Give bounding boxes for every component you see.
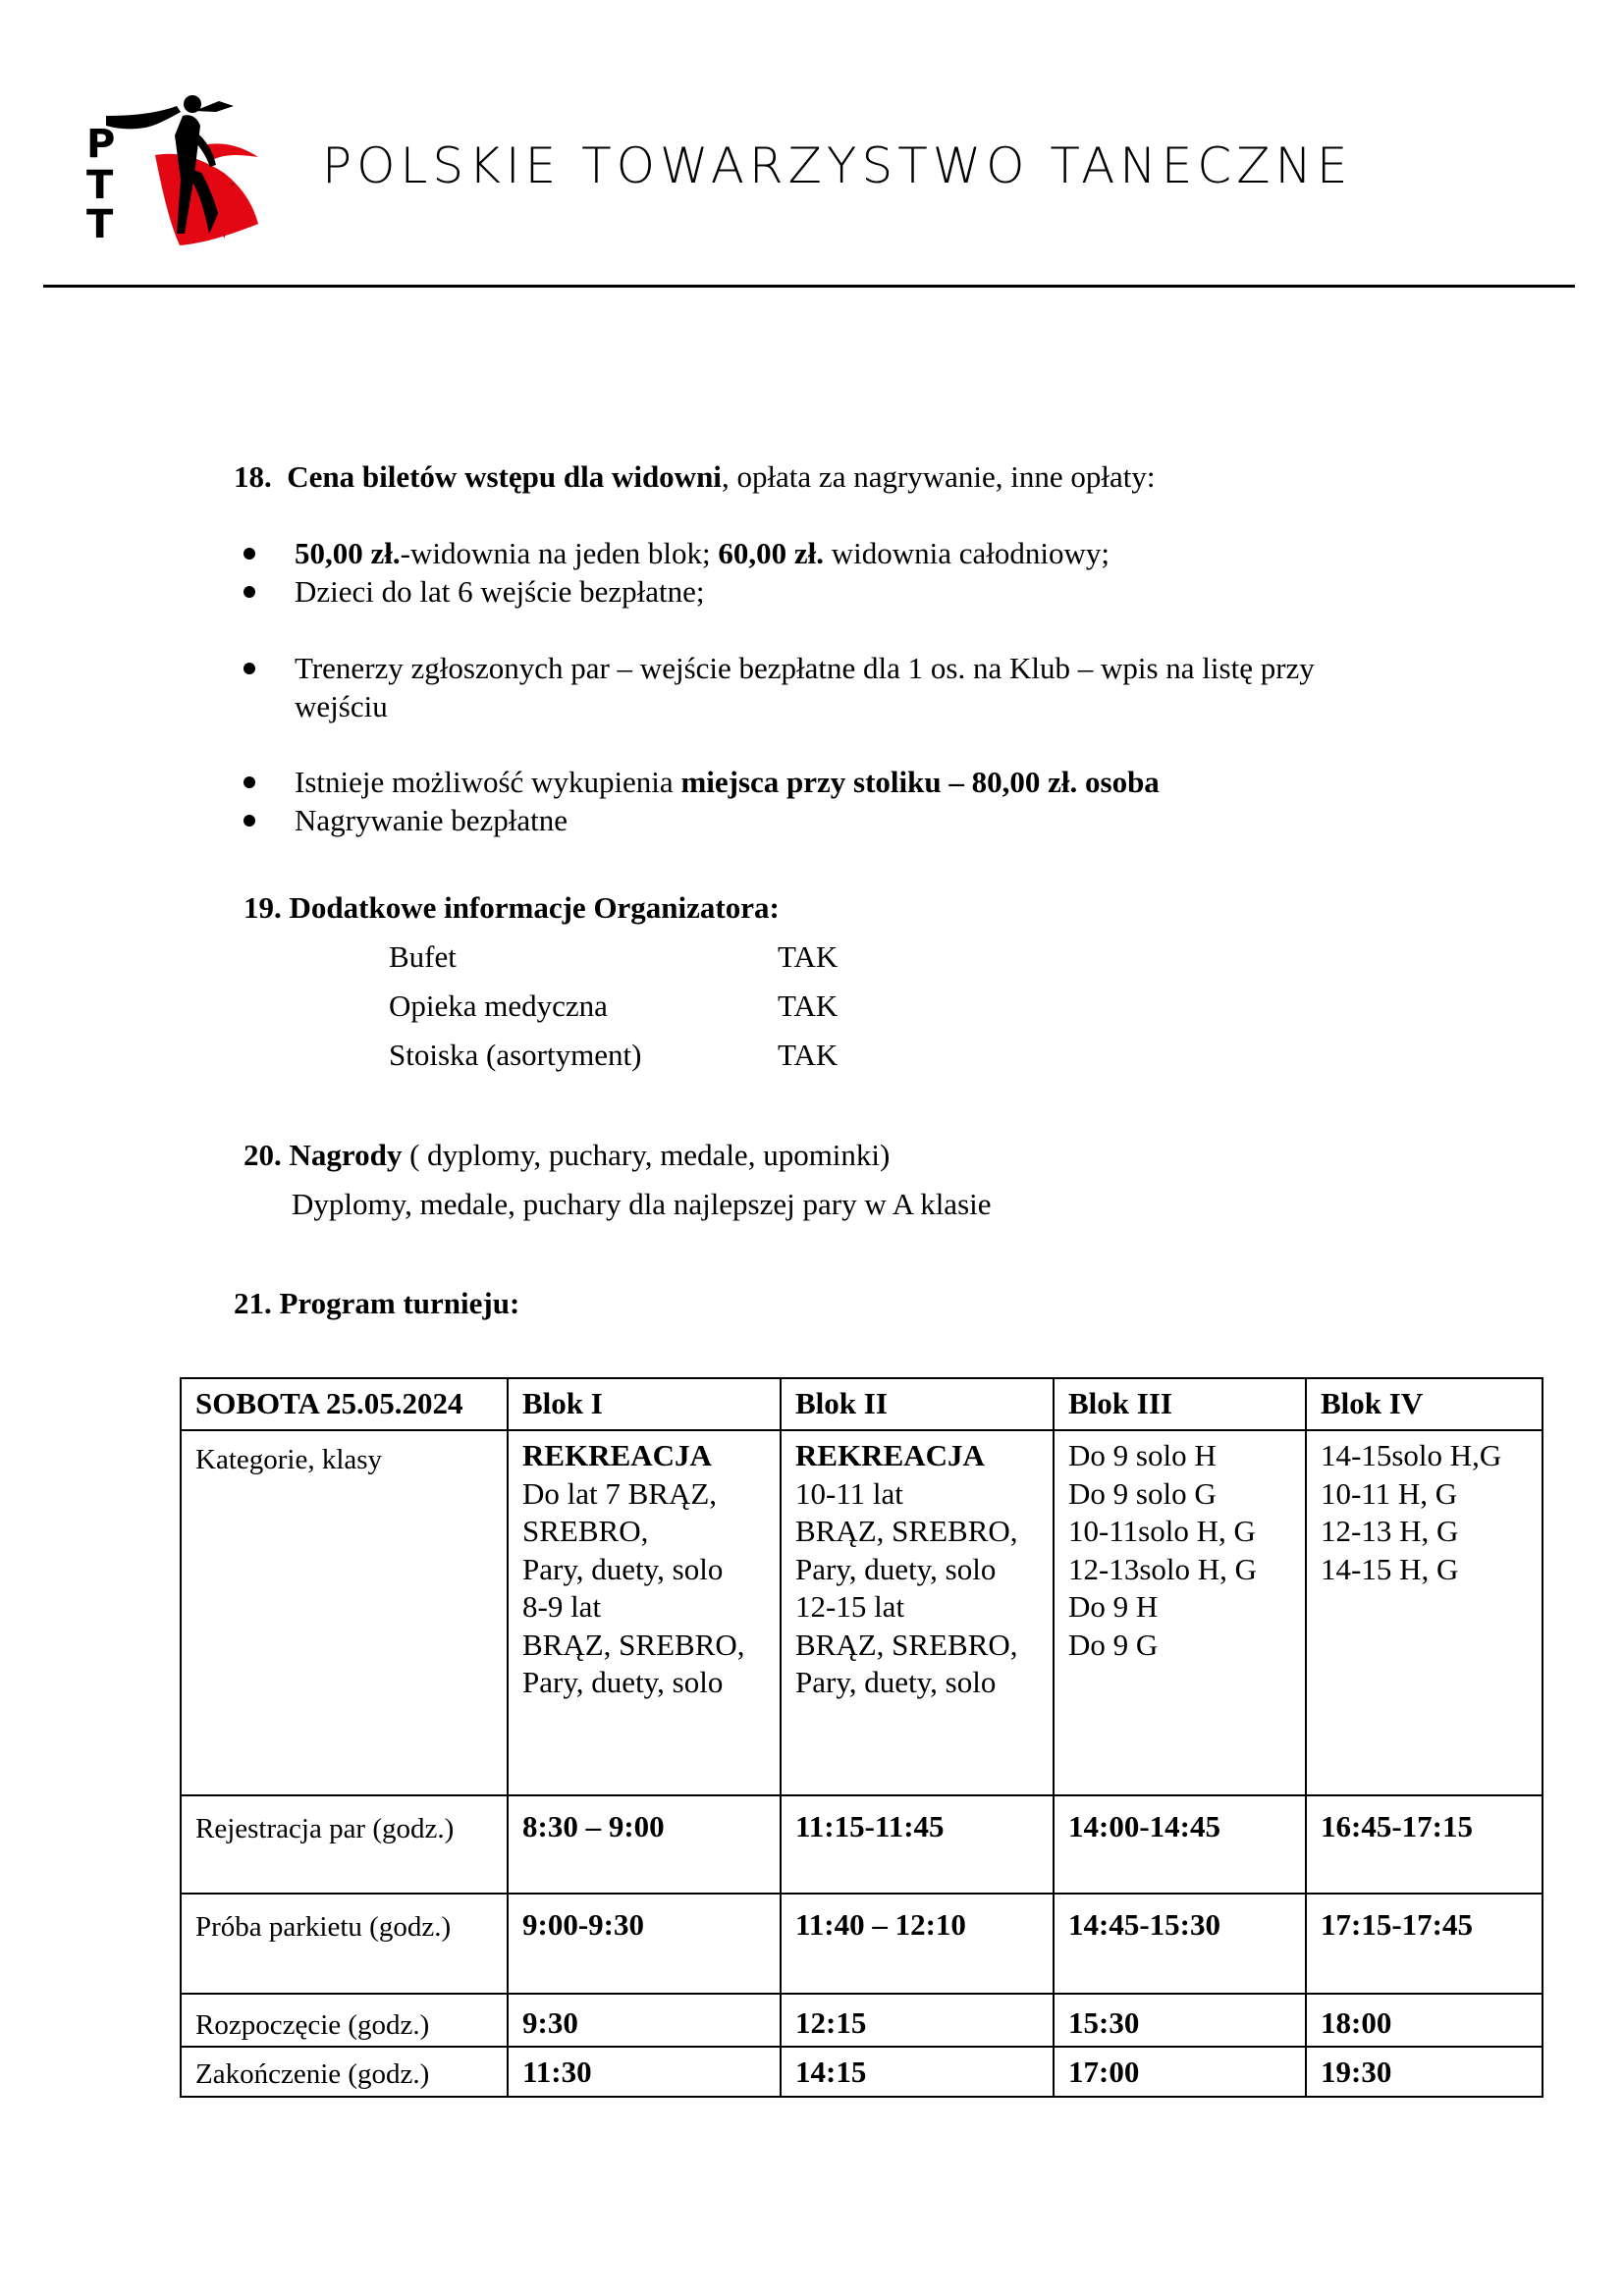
registration-blok-2: 11:15-11:45: [781, 1795, 1054, 1894]
dancer-logo-graphic: [86, 86, 273, 253]
price-day-text: widownia całodniowy;: [823, 536, 1110, 570]
category-line: Pary, duety, solo: [522, 1551, 724, 1586]
category-line: Do 9 G: [1068, 1627, 1159, 1662]
end-blok-3: 17:00: [1054, 2047, 1306, 2097]
section-18-heading: [234, 457, 1156, 497]
category-line: SREBRO,: [522, 1514, 649, 1548]
registration-blok-3: 14:00-14:45: [1054, 1795, 1306, 1894]
header-date: SOBOTA 25.05.2024: [181, 1378, 508, 1430]
table-seat-price: miejsca przy stoliku – 80,00 zł. osoba: [680, 765, 1160, 799]
section-18-number: 18.: [234, 459, 272, 494]
category-line: Do 9 solo G: [1068, 1475, 1217, 1511]
categories-blok-3: [1054, 1430, 1306, 1795]
category-line: Do lat 7 BRĄZ,: [522, 1475, 718, 1511]
category-line: Pary, duety, solo: [795, 1551, 997, 1586]
section-18-heading-bold: Cena biletów wstępu dla widowni: [287, 459, 722, 494]
start-blok-3: 15:30: [1054, 1994, 1306, 2047]
category-line: BRĄZ, SREBRO,: [522, 1627, 745, 1662]
table-row-floor-trial: [181, 1894, 1543, 1994]
floor-trial-blok-2: 11:40 – 12:10: [781, 1894, 1054, 1994]
row-label-floor-trial: Próba parkietu (godz.): [181, 1894, 508, 1994]
category-line: BRĄZ, SREBRO,: [795, 1627, 1018, 1662]
start-blok-1: 9:30: [508, 1994, 781, 2047]
section-20-heading: [244, 1136, 890, 1175]
header-blok-4: Blok IV: [1306, 1378, 1543, 1430]
category-line: 10-11solo H, G: [1068, 1514, 1256, 1548]
floor-trial-blok-4: 17:15-17:45: [1306, 1894, 1543, 1994]
ptt-logo: [86, 86, 273, 253]
categories-blok-1: [508, 1430, 781, 1795]
category-line: Do 9 H: [1068, 1589, 1159, 1624]
price-block-text: -widownia na jeden blok;: [400, 536, 719, 570]
category-line: REKREACJA: [522, 1438, 712, 1472]
info-label-stands: Stoiska (asortyment): [389, 1038, 642, 1072]
floor-trial-blok-3: 14:45-15:30: [1054, 1894, 1306, 1994]
table-row-end: [181, 2047, 1543, 2097]
category-line: 10-11 lat: [795, 1475, 903, 1511]
table-row-categories: [181, 1430, 1543, 1795]
categories-blok-2: [781, 1430, 1054, 1795]
price-day: 60,00 zł.: [718, 536, 824, 570]
header-blok-2: Blok II: [781, 1378, 1054, 1430]
bullet-dot: [244, 663, 255, 674]
row-label-categories: Kategorie, klasy: [181, 1430, 508, 1795]
category-line: BRĄZ, SREBRO,: [795, 1514, 1018, 1548]
info-label-medical: Opieka medyczna: [389, 988, 608, 1023]
table-row-registration: [181, 1795, 1543, 1894]
category-line: 12-13 H, G: [1321, 1514, 1459, 1548]
logo-letter-t1: T: [86, 163, 114, 208]
row-label-end: Zakończenie (godz.): [181, 2047, 508, 2097]
end-blok-2: 14:15: [781, 2047, 1054, 2097]
section-19-heading: 19. Dodatkowe informacje Organizatora:: [244, 890, 780, 925]
end-blok-4: 19:30: [1306, 2047, 1543, 2097]
category-line: 8-9 lat: [522, 1589, 602, 1624]
price-block: 50,00 zł.: [295, 536, 401, 570]
start-blok-4: 18:00: [1306, 1994, 1543, 2047]
bullet-dot: [244, 776, 255, 788]
registration-blok-1: 8:30 – 9:00: [508, 1795, 781, 1894]
table-header-row: [181, 1378, 1543, 1430]
category-line: 12-13solo H, G: [1068, 1551, 1258, 1586]
bullet-dot: [244, 586, 255, 598]
section-20-heading-bold: 20. Nagrody: [244, 1138, 403, 1172]
info-value-stands: TAK: [778, 1038, 839, 1072]
category-line: REKREACJA: [795, 1438, 985, 1472]
logo-letter-t2: T: [86, 202, 114, 247]
info-value-medical: TAK: [778, 988, 839, 1023]
categories-blok-4: [1306, 1430, 1543, 1795]
bullet-text-trainers-line1: Trenerzy zgłoszonych par – wejście bezpłatne dla 1 os. na Klub – wpis na listę przy: [295, 651, 1315, 685]
info-label-buffet: Bufet: [389, 939, 457, 974]
table-seat-text: Istnieje możliwość wykupienia: [295, 765, 681, 799]
category-line: Pary, duety, solo: [795, 1665, 997, 1699]
bullet-text-children: Dzieci do lat 6 wejście bezpłatne;: [295, 574, 705, 609]
category-line: Pary, duety, solo: [522, 1665, 724, 1699]
table-row-start: [181, 1994, 1543, 2047]
end-blok-1: 11:30: [508, 2047, 781, 2097]
section-20-text: Dyplomy, medale, puchary dla najlepszej pary w A klasie: [292, 1187, 992, 1221]
floor-trial-blok-1: 9:00-9:30: [508, 1894, 781, 1994]
category-line: 10-11 H, G: [1321, 1475, 1458, 1511]
registration-blok-4: 16:45-17:15: [1306, 1795, 1543, 1894]
organization-name: POLSKIE TOWARZYSTWO TANECZNE: [322, 137, 1353, 194]
section-18-heading-rest: , opłata za nagrywanie, inne opłaty:: [721, 459, 1156, 494]
bullet-text-recording: Nagrywanie bezpłatne: [295, 803, 568, 837]
start-blok-2: 12:15: [781, 1994, 1054, 2047]
category-line: 12-15 lat: [795, 1589, 905, 1624]
header-blok-3: Blok III: [1054, 1378, 1306, 1430]
section-20-heading-rest: ( dyplomy, puchary, medale, upominki): [402, 1138, 891, 1172]
logo-letter-p: P: [86, 122, 116, 167]
info-value-buffet: TAK: [778, 939, 839, 974]
row-label-registration: Rejestracja par (godz.): [181, 1795, 508, 1894]
section-21-heading: 21. Program turnieju:: [234, 1286, 520, 1320]
header-divider: [43, 285, 1575, 288]
category-line: 14-15 H, G: [1321, 1551, 1459, 1586]
row-label-start: Rozpoczęcie (godz.): [181, 1994, 508, 2047]
bullet-dot: [244, 815, 255, 827]
bullet-dot: [244, 548, 255, 560]
category-line: Do 9 solo H: [1068, 1438, 1217, 1472]
category-line: 14-15solo H,G: [1321, 1438, 1502, 1472]
header-blok-1: Blok I: [508, 1378, 781, 1430]
program-table: [180, 1377, 1543, 2098]
bullet-text-trainers-line2: wejściu: [295, 689, 388, 723]
